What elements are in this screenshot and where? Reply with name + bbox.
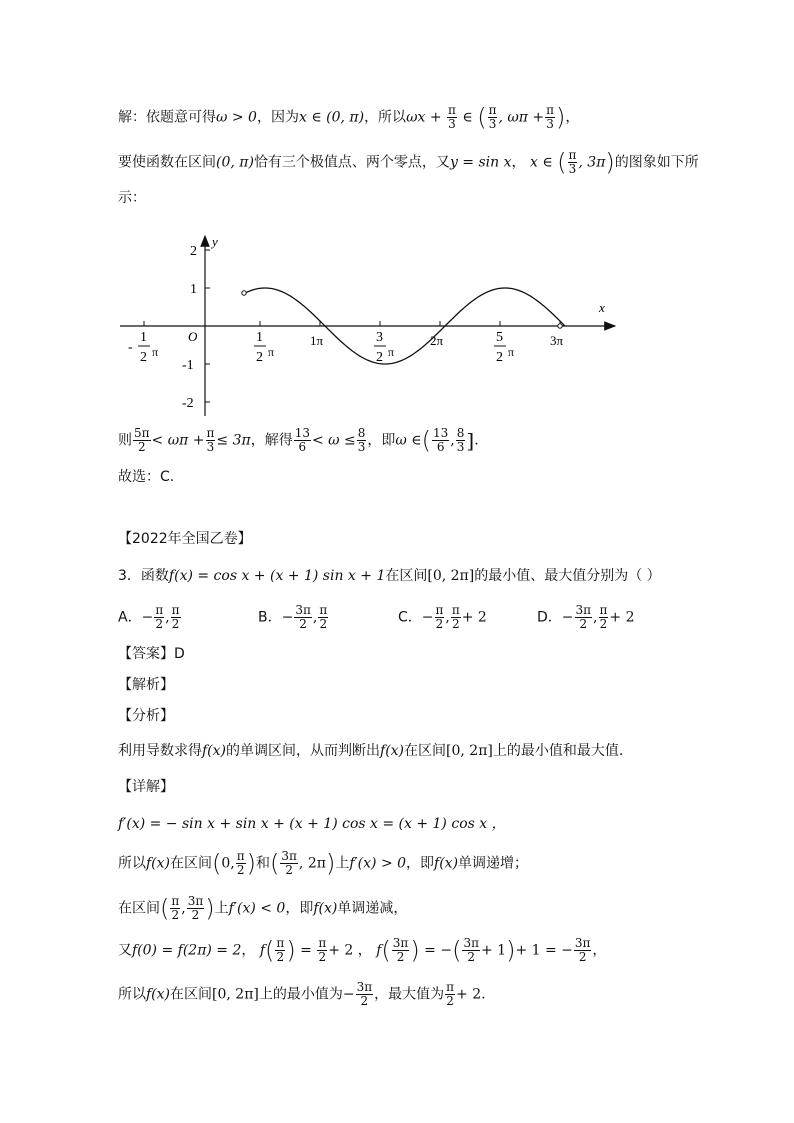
solution-line-3: 示： bbox=[118, 190, 146, 206]
pi: π bbox=[268, 345, 275, 359]
den: 2 bbox=[137, 440, 146, 454]
text: 的单调区间，从而判断出 bbox=[226, 743, 381, 759]
text: 在区间 bbox=[118, 900, 160, 917]
text: 在区间 bbox=[404, 743, 447, 759]
x-tick-label: 2π bbox=[430, 333, 444, 348]
num: π bbox=[171, 603, 180, 617]
num: 3 bbox=[376, 330, 383, 345]
math: f′(x) < 0 bbox=[228, 900, 286, 917]
den: 2 bbox=[396, 950, 405, 964]
option-a[interactable]: A．− $\frac{\pi}{2}$ , $\frac{\pi}{2}$ bbox=[118, 603, 180, 631]
fraction bbox=[154, 604, 164, 631]
num: 3π bbox=[574, 936, 591, 950]
tick-neg-half-pi bbox=[128, 330, 158, 365]
den: 3 bbox=[456, 440, 465, 454]
open-endpoint bbox=[558, 324, 562, 328]
y-tick-label: 2 bbox=[190, 244, 197, 259]
num: 3π bbox=[463, 936, 479, 950]
fraction bbox=[133, 427, 151, 454]
text: 和 bbox=[256, 855, 271, 872]
den: 2 bbox=[451, 617, 460, 631]
math: f(x) = cos x + (x + 1) sin x + 1 bbox=[168, 568, 386, 584]
math: , 3π bbox=[578, 154, 606, 171]
math: ω > 0 bbox=[216, 109, 257, 126]
num: 3π bbox=[575, 603, 592, 617]
den: 2 bbox=[191, 908, 200, 922]
detail-heading: 【详解】 bbox=[118, 779, 174, 795]
fenxi-heading: 【分析】 bbox=[118, 708, 174, 724]
num: π bbox=[206, 426, 215, 440]
math: f(x) bbox=[313, 900, 338, 917]
num: π bbox=[451, 603, 460, 617]
num: π bbox=[276, 936, 285, 950]
num: 8 bbox=[357, 426, 366, 440]
math: f(x) bbox=[146, 986, 171, 1003]
pi: π bbox=[388, 345, 395, 359]
num: 1 bbox=[140, 330, 147, 345]
decreasing-line: 在区间( $\frac{\pi}{2}$ , $\frac{3\pi}{2}$ )上f′(x) < 0，即f(x)单调递减， bbox=[118, 894, 408, 923]
den: 3 bbox=[546, 117, 554, 131]
text: ，即 bbox=[406, 855, 435, 872]
math: < ω ≤ bbox=[311, 432, 356, 449]
paren: ) bbox=[286, 936, 296, 965]
pi: π bbox=[508, 345, 515, 359]
fenxi-text bbox=[118, 740, 623, 762]
fraction bbox=[575, 604, 593, 631]
paren: ( bbox=[265, 936, 275, 965]
text: 的图象如下所 bbox=[614, 154, 699, 171]
den: 2 bbox=[256, 350, 263, 365]
solution-line-1: 解：依题意可得ω > 0，因为x ∈ (0, π)，所以ωx + $\frac{\pi}{3}$ ∈ ( $\frac{\pi}{3}$ , ωπ + $\frac{\pi}{3}$ )， bbox=[118, 103, 580, 132]
fraction bbox=[488, 104, 498, 131]
conclusion-line: 所以f(x)在区间[0, 2π]上的最小值为− $\frac{3\pi}{2}$ ，最大值为 $\frac{\pi}{2}$ + 2. bbox=[118, 980, 486, 1008]
den: 3 bbox=[488, 117, 497, 131]
y-axis-label: y bbox=[212, 234, 218, 249]
open-endpoint bbox=[242, 291, 246, 295]
fraction bbox=[170, 895, 180, 922]
num: 5π bbox=[134, 426, 150, 440]
den: 6 bbox=[436, 440, 445, 454]
fraction bbox=[545, 104, 555, 131]
math: y = sin x bbox=[449, 154, 512, 171]
num: 3π bbox=[392, 936, 409, 950]
math: f(x) bbox=[202, 743, 227, 759]
text: C． bbox=[398, 609, 422, 626]
num: 1 bbox=[256, 330, 263, 345]
paren: ) bbox=[325, 849, 336, 878]
fraction bbox=[456, 427, 466, 454]
text: 3．函数 bbox=[118, 568, 169, 584]
fraction bbox=[435, 604, 445, 631]
den: 2 bbox=[467, 950, 476, 964]
paren: ) bbox=[246, 849, 257, 878]
math: x ∈ (0, π) bbox=[298, 109, 365, 126]
fraction bbox=[451, 604, 461, 631]
text: A． bbox=[118, 609, 142, 626]
solution-line-2 bbox=[118, 149, 699, 176]
math: f(x) bbox=[146, 855, 171, 872]
fraction bbox=[599, 604, 609, 631]
question-stem bbox=[118, 565, 661, 587]
math: ∈ bbox=[462, 109, 473, 126]
den: 2 bbox=[171, 617, 180, 631]
text: . bbox=[474, 432, 479, 449]
paren: ( bbox=[477, 103, 487, 132]
text: 要使函数在区间 bbox=[118, 154, 216, 171]
paren: ( bbox=[381, 936, 391, 965]
origin-label: O bbox=[188, 329, 198, 344]
text: 在区间 bbox=[170, 855, 213, 872]
x-ticks bbox=[144, 321, 560, 326]
y-tick-label: -2 bbox=[182, 396, 194, 411]
math: [0, 2π] bbox=[212, 986, 259, 1003]
math: < ωπ + bbox=[151, 432, 205, 449]
text: ，因为 bbox=[256, 109, 299, 126]
text: ，所以 bbox=[364, 109, 407, 126]
den: 2 bbox=[578, 950, 587, 964]
tick-half-pi bbox=[254, 330, 274, 365]
fraction bbox=[445, 981, 455, 1008]
fraction bbox=[206, 427, 216, 454]
text: 单调递减， bbox=[337, 900, 408, 917]
num: 5 bbox=[496, 330, 503, 345]
paren: ( bbox=[452, 936, 462, 965]
num: 13 bbox=[433, 426, 449, 440]
text: 利用导数求得 bbox=[118, 743, 202, 759]
fraction bbox=[447, 104, 457, 131]
den: 2 bbox=[285, 863, 293, 877]
tick-three-half-pi bbox=[374, 330, 394, 365]
paren: ) bbox=[410, 936, 420, 965]
den: 2 bbox=[140, 350, 147, 365]
num: π bbox=[318, 936, 327, 950]
den: 2 bbox=[446, 994, 454, 1008]
fraction bbox=[574, 937, 592, 964]
paren: ( bbox=[212, 849, 222, 878]
paren: ) bbox=[506, 936, 516, 965]
text: 的最小值、最大值分别为（ ） bbox=[474, 568, 661, 584]
num: 3π bbox=[295, 603, 311, 617]
text: 上的最小值为 bbox=[258, 986, 343, 1003]
num: π bbox=[599, 603, 608, 617]
math: [0, 2π] bbox=[427, 568, 475, 584]
num: π bbox=[435, 603, 444, 617]
source-tag: 【2022年全国乙卷】 bbox=[118, 531, 252, 547]
den: 2 bbox=[299, 617, 307, 631]
values-line: 又f(0) = f(2π) = 2， f( $\frac{\pi}{2}$ ) = $\frac{\pi}{2}$ + 2 ， f( $\frac{3\pi}{2}$ ) = −( $\frac{3\pi}{2}$ + 1)+ 1 = − $\frac{3\pi}{2}$ ， bbox=[118, 936, 607, 965]
text: ，即 bbox=[367, 432, 396, 449]
num: 3π bbox=[187, 894, 204, 908]
num: π bbox=[488, 103, 497, 117]
fraction bbox=[568, 149, 578, 176]
x-tick-label: 3π bbox=[550, 333, 564, 348]
num: 8 bbox=[456, 426, 465, 440]
num: π bbox=[546, 103, 555, 117]
fraction bbox=[356, 981, 374, 1008]
text: 上 bbox=[214, 900, 229, 917]
text: 在区间 bbox=[385, 568, 428, 584]
fraction bbox=[432, 427, 449, 454]
sign: - bbox=[128, 340, 133, 355]
math: ≤ 3π bbox=[216, 432, 251, 449]
choose-line: 故选：C. bbox=[118, 469, 175, 485]
paren: ( bbox=[270, 849, 280, 878]
math: x ∈ bbox=[529, 154, 553, 171]
text: 又 bbox=[118, 942, 132, 959]
text: ，即 bbox=[285, 900, 314, 917]
paren: ( bbox=[421, 426, 432, 455]
num: 3π bbox=[281, 849, 297, 863]
den: 2 bbox=[579, 617, 588, 631]
den: 2 bbox=[318, 950, 327, 964]
math: (0, π) bbox=[216, 154, 254, 171]
den: 6 bbox=[298, 440, 307, 454]
den: 2 bbox=[360, 994, 369, 1008]
math: f(x) bbox=[380, 743, 405, 759]
text: 在区间 bbox=[170, 986, 213, 1003]
fraction bbox=[318, 604, 328, 631]
den: 2 bbox=[171, 908, 180, 922]
text: ， bbox=[511, 154, 526, 171]
den: 2 bbox=[496, 350, 503, 365]
fraction bbox=[171, 604, 181, 631]
math: ω ∈ bbox=[395, 432, 422, 449]
num: π bbox=[446, 980, 455, 994]
text: 解：依题意可得 bbox=[118, 109, 216, 126]
x-tick-label: 1π bbox=[310, 333, 324, 348]
option-b[interactable]: B．− $\frac{3\pi}{2}$ , $\frac{\pi}{2}$ bbox=[258, 603, 328, 631]
option-d[interactable]: D．− $\frac{3\pi}{2}$ , $\frac{\pi}{2}$ + 2 bbox=[537, 603, 635, 631]
text: 恰有三个极值点、两个零点，又 bbox=[253, 154, 450, 171]
text: B． bbox=[258, 609, 282, 626]
derivative-line: f′(x) = − sin x + sin x + (x + 1) cos x = (x + 1) cos x ， bbox=[118, 816, 506, 832]
fraction bbox=[357, 427, 367, 454]
math: + 2. bbox=[456, 986, 486, 1003]
den: 2 bbox=[599, 617, 608, 631]
math: f(0) = f(2π) = 2 bbox=[132, 942, 242, 959]
tick-five-half-pi bbox=[494, 330, 514, 365]
den: 2 bbox=[435, 617, 444, 631]
text: ， bbox=[241, 942, 256, 959]
increasing-line: 所以f(x)在区间(0, $\frac{\pi}{2}$ )和( $\frac{3\pi}{2}$ , 2π)上f′(x) > 0，即f(x)单调递增； bbox=[118, 849, 529, 878]
den: 3 bbox=[568, 162, 577, 176]
y-tick-label: -1 bbox=[182, 358, 194, 373]
text: ，最大值为 bbox=[374, 986, 445, 1003]
paren: ( bbox=[557, 148, 567, 177]
sine-graph bbox=[110, 228, 630, 418]
den: 2 bbox=[376, 350, 383, 365]
num: π bbox=[171, 894, 180, 908]
analysis-heading: 【解析】 bbox=[118, 677, 174, 693]
num: π bbox=[155, 603, 164, 617]
num: π bbox=[236, 849, 245, 863]
math: f(x) bbox=[434, 855, 459, 872]
bracket: ] bbox=[466, 428, 475, 453]
paren: ( bbox=[160, 894, 170, 923]
den: 2 bbox=[276, 950, 285, 964]
paren: ) bbox=[556, 103, 566, 132]
math: [0, 2π] bbox=[446, 743, 493, 759]
text: 单调递增； bbox=[458, 855, 529, 872]
y-tick-label: 1 bbox=[190, 282, 197, 297]
option-c[interactable]: C．− $\frac{\pi}{2}$ , $\frac{\pi}{2}$ + 2 bbox=[398, 603, 487, 631]
fraction bbox=[275, 937, 285, 964]
pi: π bbox=[152, 345, 159, 359]
den: 2 bbox=[155, 617, 164, 631]
fraction bbox=[294, 427, 311, 454]
fraction bbox=[317, 937, 327, 964]
fraction bbox=[236, 850, 246, 877]
fraction bbox=[294, 604, 312, 631]
text: ，解得 bbox=[250, 432, 293, 449]
text: 则 bbox=[118, 432, 132, 449]
den: 2 bbox=[236, 863, 245, 877]
text: 上的最小值和最大值. bbox=[492, 743, 624, 759]
paren: ) bbox=[205, 894, 215, 923]
num: 3π bbox=[356, 980, 373, 994]
den: 3 bbox=[448, 117, 456, 131]
den: 2 bbox=[319, 617, 328, 631]
math: f′(x) > 0 bbox=[349, 855, 407, 872]
paren: ) bbox=[605, 148, 615, 177]
math: , ωπ + bbox=[498, 109, 545, 126]
fraction bbox=[392, 937, 410, 964]
num: π bbox=[568, 148, 577, 162]
den: 3 bbox=[206, 440, 215, 454]
fraction bbox=[462, 937, 480, 964]
num: 13 bbox=[294, 426, 310, 440]
den: 3 bbox=[357, 440, 366, 454]
x-axis-label: x bbox=[599, 300, 605, 315]
fraction bbox=[187, 895, 205, 922]
num: π bbox=[319, 603, 328, 617]
fraction bbox=[280, 850, 298, 877]
text: D． bbox=[537, 609, 562, 626]
num: π bbox=[448, 103, 456, 117]
text: 上 bbox=[335, 855, 350, 872]
answer-line: 【答案】D bbox=[118, 646, 185, 662]
text: 所以 bbox=[118, 855, 146, 872]
inequality-line: 则 $\frac{5\pi}{2}$ < ωπ + $\frac{\pi}{3}$ ≤ 3π，解得 $\frac{13}{6}$ < ω ≤ $\frac{8}{3}$ ，即ω ∈( $\frac{13}{6}$ , $\frac{8}{3}$ ]. bbox=[118, 426, 479, 455]
math: ωx + bbox=[406, 109, 442, 126]
text: 所以 bbox=[118, 986, 146, 1003]
